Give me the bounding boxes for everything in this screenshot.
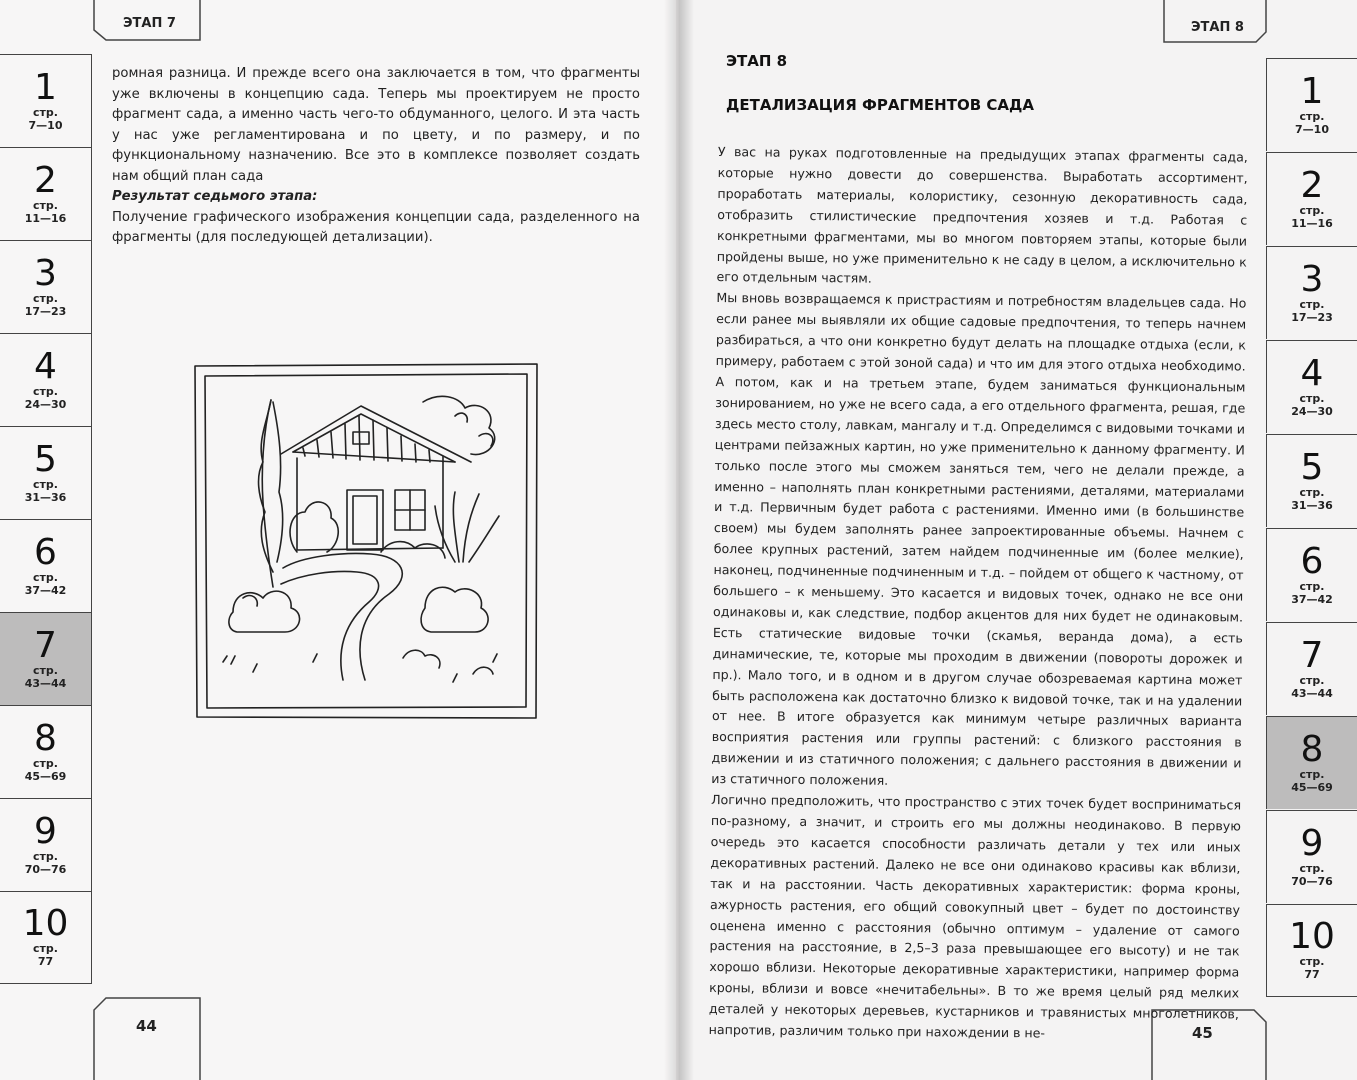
tab-chapter-4[interactable] [0, 333, 92, 426]
tab-number: 7 [34, 624, 57, 666]
tab-number: 1 [34, 66, 57, 108]
tab-range: 45—69 [1291, 780, 1333, 794]
book-gutter [664, 0, 694, 1080]
tab-number: 3 [34, 252, 57, 294]
tab-number: 10 [22, 903, 69, 944]
tab-chapter-10[interactable] [0, 891, 92, 984]
tab-chapter-5[interactable] [0, 426, 92, 519]
tab-chapter-3[interactable] [0, 240, 92, 333]
tab-label: стр. [33, 477, 58, 491]
tab-chapter-9[interactable] [1266, 810, 1357, 903]
tab-label: стр. [33, 849, 58, 863]
tab-range: 77 [1304, 968, 1320, 981]
tab-label: стр. [33, 570, 58, 584]
tab-range: 70—76 [24, 862, 67, 876]
tab-chapter-8[interactable] [1266, 716, 1357, 809]
tab-chapter-9[interactable] [0, 798, 92, 891]
tab-label: стр. [33, 198, 58, 212]
tab-label: стр. [33, 291, 58, 305]
tab-range: 24—30 [24, 397, 67, 411]
tab-chapter-7[interactable] [0, 612, 92, 705]
tab-chapter-5[interactable] [1266, 434, 1357, 527]
left-page-number-frame [92, 990, 202, 1080]
tab-label: стр. [1299, 109, 1325, 123]
tab-range: 77 [37, 955, 54, 968]
tab-range: 37—42 [24, 583, 67, 597]
tab-chapter-2[interactable] [0, 147, 92, 240]
tab-label: стр. [33, 105, 58, 119]
result-heading: Результат седьмого этапа: [112, 189, 318, 204]
section-heading: ДЕТАЛИЗАЦИЯ ФРАГМЕНТОВ САДА [726, 96, 1034, 114]
result-text: Получение графического изображения концепции сада, разделенного на фрагменты (для последующей детализации). [112, 209, 640, 245]
right-page-number: 45 [1192, 1024, 1213, 1042]
tab-number: 8 [34, 717, 57, 759]
tab-label: стр. [1299, 579, 1325, 593]
left-running-head: ЭТАП 7 [123, 16, 176, 31]
tab-number: 2 [1300, 164, 1324, 206]
tab-label: стр. [33, 942, 58, 955]
tab-range: 11—16 [1291, 216, 1333, 230]
tab-number: 1 [1300, 70, 1324, 112]
tab-label: стр. [1299, 297, 1325, 311]
tab-number: 9 [1300, 822, 1324, 864]
tab-label: стр. [1299, 861, 1325, 875]
tab-number: 10 [1289, 916, 1335, 957]
tab-number: 8 [1300, 728, 1324, 770]
left-paragraph: ромная разница. И прежде всего она заключается в том, что фрагменты уже включены в концепцию сада. Теперь мы проектируем не просто фрагмент сада, а именно часть чего-то обдуманного, целого. И эта часть у нас уже регламентирована и по цвету, и по размеру, и по функциональному назначению. Все это в комплексе позволяет создать нам общий план сада [112, 66, 640, 184]
right-chapter-tabs [1266, 0, 1357, 1080]
tab-chapter-2[interactable] [1266, 152, 1357, 245]
tab-range: 31—36 [1291, 498, 1333, 512]
tab-number: 7 [1300, 634, 1324, 676]
tab-label: стр. [33, 663, 58, 677]
tab-number: 6 [1300, 540, 1324, 582]
left-chapter-tabs [0, 0, 92, 1080]
tab-range: 7—10 [1295, 122, 1329, 136]
left-page-number: 44 [136, 1017, 157, 1035]
tab-label: стр. [1299, 485, 1325, 499]
tab-number: 5 [1300, 446, 1324, 488]
tab-chapter-8[interactable] [0, 705, 92, 798]
tab-chapter-7[interactable] [1266, 622, 1357, 715]
tab-number: 5 [34, 438, 57, 480]
tab-number: 4 [34, 345, 57, 387]
tab-number: 2 [34, 159, 57, 201]
tab-range: 37—42 [1291, 592, 1333, 606]
tab-chapter-3[interactable] [1266, 246, 1357, 339]
tab-chapter-1[interactable] [1266, 58, 1357, 151]
tab-range: 11—16 [24, 211, 67, 225]
right-paragraph: Мы вновь возвращаемся к пристрастиям и потребностям владельцев сада. Но если ранее мы выявляли их общие садовые предпочтения, то теперь начнем разбираться, а что они конкретно будут делать на площадке отдыха (если, к примеру, работаем с этой зоной сада) и что им для этого отдыха необходимо. А потом, как и на третьем этапе, будем заниматься функциональным зонированием, но уже не всего сада, а его отдельного фрагмента, решая, где здесь место столу, лавкам, мангалу и т.д. Определимся с видовыми точками и центрами пейзажных картин, но уже применительно к данному фрагменту. И только после этого мы сможем заняться тем, чего не делали прежде, а именно – наполнять план конкретными растениями, деталями, материалами и т.д. Первичным будет работа с растениями. Именно ими (в большинстве своем) мы будем заполнять ранее запроектированные объемы. Начнем с более крупных растений, затем найдем подчиненные им (более мелкие), наконец, подчиненные подчиненным и т.д. – пойдем от общего к частному, от большего – к меньшему. Это касается и видовых точек, однако не все они одинаковы и, как следствие, подбор акцентов для них будет не одинаковым. Есть статические видовые точки (скамья, веранда дома), а есть динамические, те, которые мы проходим в движении (повороты дорожек и пр.). Мало того, и в одном и в другом случае обозреваемая картина может быть расположена как достаточно близко к видовой точке, так и на удалении от нее. В итоге образуется как минимум четыре различных варианта восприятия растения или группы растений: с близкого расстояния в движении и из статичного положения; с дальнего расстояния в движении и из статичного положения. [711, 290, 1247, 789]
tab-range: 31—36 [24, 490, 67, 504]
tab-range: 43—44 [24, 676, 67, 690]
tab-range: 70—76 [1291, 874, 1333, 888]
tab-number: 4 [1300, 352, 1324, 394]
stage-title: ЭТАП 8 [726, 52, 788, 70]
tab-range: 45—69 [24, 769, 67, 783]
tab-chapter-4[interactable] [1266, 340, 1357, 433]
tab-label: стр. [33, 756, 58, 770]
tab-range: 7—10 [28, 118, 63, 132]
tab-range: 17—23 [24, 304, 67, 318]
tab-range: 43—44 [1291, 686, 1333, 700]
right-paragraph: Логично предположить, что пространство с этих точек будет восприниматься по-разному, а значит, и строить его мы должны неодинаково. В первую очередь это касается способности различать детали у тех или иных декоративных растений. Далеко не все они одинаково красивы как вблизи, так и на расстоянии. Часть декоративных характеристик: форма кроны, ажурность растения, его общий совокупный цвет – будет по достоинству оценена именно с расстояния (обычно оптимум – удаление от самого растения на расстояние, в 2,5–3 раза превышающее его высоту) и не так хорошо вблизи. Некоторые декоративные характеристики, например форма кроны, вблизи и вовсе «нечитабельны». В то же время целый ряд мелких деталей у некоторых деревьев, кустарников и травянистых многолетников, напротив, различим только при нахождении в не- [708, 792, 1242, 1041]
right-paragraph: У вас на руках подготовленные на предыдущих этапах фрагменты сада, которые нужно довести до совершенства. Выработать ассортимент, проработать материалы, колористику, сезонную декоративность сада, отобразить стилистические предпочтения хозяев и т.д. Работая с конкретными фрагментами, мы во многом повторяем этапы, которые были пройдены выше, но уже применительно к не саду в целом, а исключительно к его отдельным частям. [716, 143, 1248, 287]
tab-chapter-10[interactable] [1266, 904, 1357, 997]
tab-range: 24—30 [1291, 404, 1333, 418]
tab-label: стр. [1299, 767, 1325, 781]
tab-number: 3 [1300, 258, 1324, 300]
tab-chapter-1[interactable] [0, 54, 92, 147]
tab-label: стр. [1299, 673, 1325, 687]
right-running-head: ЭТАП 8 [1191, 20, 1244, 35]
tab-label: стр. [1299, 955, 1325, 968]
tab-number: 6 [34, 531, 57, 573]
left-body-text [112, 64, 640, 249]
tab-chapter-6[interactable] [1266, 528, 1357, 621]
tab-number: 9 [34, 810, 57, 852]
garden-house-sketch [193, 362, 539, 720]
tab-chapter-6[interactable] [0, 519, 92, 612]
tab-label: стр. [1299, 391, 1325, 405]
tab-label: стр. [33, 384, 58, 398]
right-body-text [709, 142, 1248, 1046]
tab-range: 17—23 [1291, 310, 1333, 324]
tab-label: стр. [1299, 203, 1325, 217]
